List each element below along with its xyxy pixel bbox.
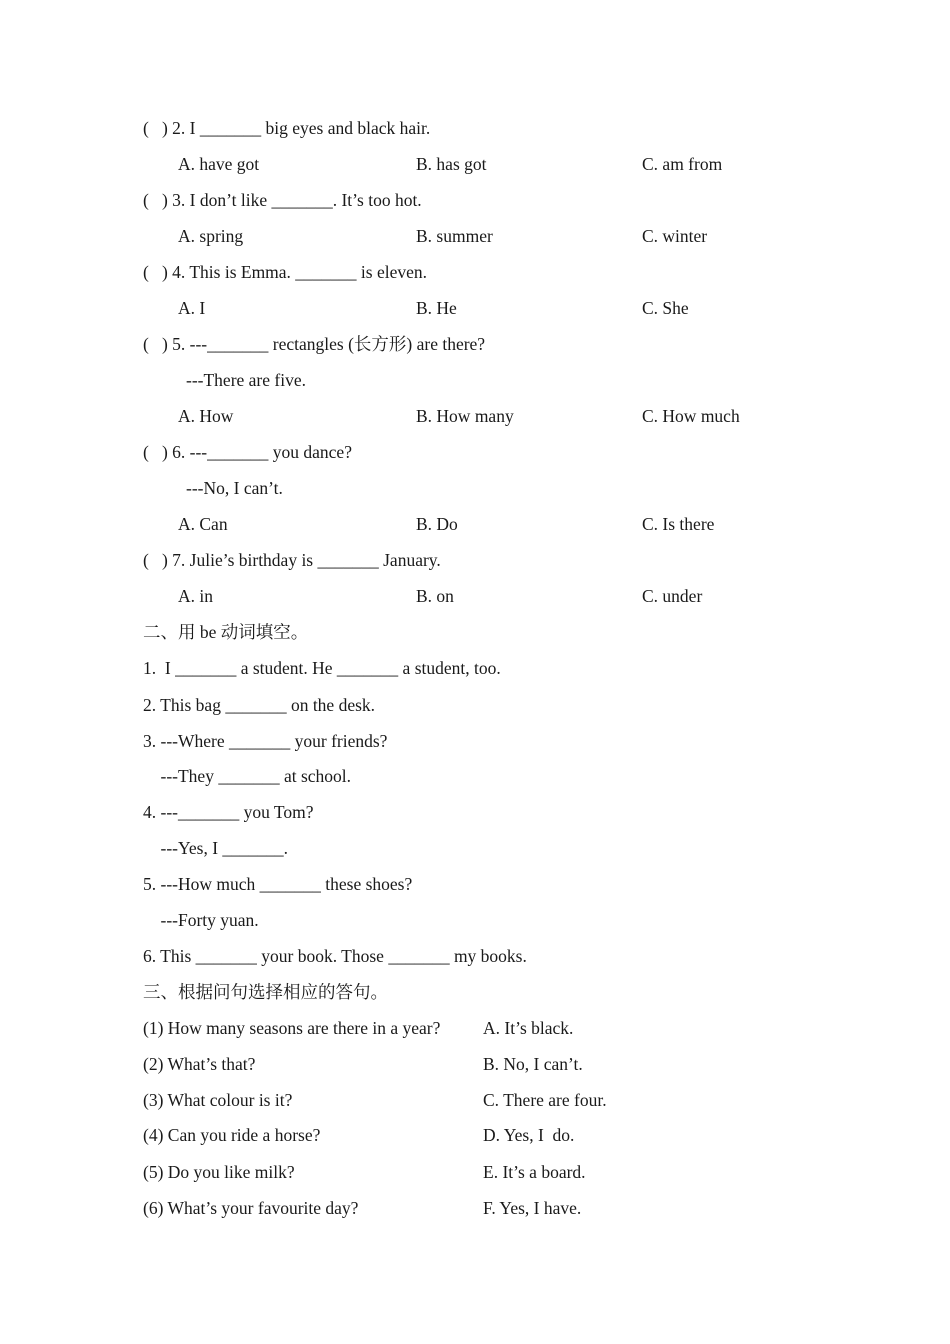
- fill-line: 5. ---How much _______ these shoes?: [143, 874, 413, 894]
- option-b: B. has got: [416, 154, 487, 174]
- match-answer: E. It’s a board.: [483, 1162, 586, 1182]
- fill-line: ---They _______ at school.: [143, 766, 352, 786]
- option-a: A. I: [178, 298, 206, 318]
- option-c: C. Is there: [642, 514, 715, 534]
- question-7: ( ) 7. Julie’s birthday is _______ January.: [143, 550, 441, 570]
- match-question: (5) Do you like milk?: [143, 1162, 295, 1182]
- match-question: (4) Can you ride a horse?: [143, 1125, 321, 1145]
- option-c: C. winter: [642, 226, 708, 246]
- match-answer: F. Yes, I have.: [483, 1198, 582, 1218]
- option-b: B. He: [416, 298, 457, 318]
- section-3-title: 三、根据问句选择相应的答句。: [143, 982, 388, 1002]
- option-b: B. on: [416, 586, 454, 606]
- fill-line: 1. I _______ a student. He _______ a student, too.: [143, 658, 501, 678]
- question-6: ( ) 6. ---_______ you dance?: [143, 442, 352, 462]
- match-answer: B. No, I can’t.: [483, 1054, 583, 1074]
- option-b: B. summer: [416, 226, 493, 246]
- match-answer: D. Yes, I do.: [483, 1125, 575, 1145]
- fill-line: 3. ---Where _______ your friends?: [143, 731, 388, 751]
- fill-line: 4. ---_______ you Tom?: [143, 802, 314, 822]
- question-3: ( ) 3. I don’t like _______. It’s too hot.: [143, 190, 422, 210]
- option-c: C. How much: [642, 406, 740, 426]
- option-c: C. under: [642, 586, 703, 606]
- match-answer: A. It’s black.: [483, 1018, 574, 1038]
- option-c: C. am from: [642, 154, 723, 174]
- fill-line: 2. This bag _______ on the desk.: [143, 695, 376, 715]
- match-question: (2) What’s that?: [143, 1054, 256, 1074]
- option-b: B. Do: [416, 514, 458, 534]
- question-2: ( ) 2. I _______ big eyes and black hair.: [143, 118, 431, 138]
- question-6-reply: ---No, I can’t.: [186, 478, 283, 498]
- match-question: (3) What colour is it?: [143, 1090, 293, 1110]
- option-c: C. She: [642, 298, 689, 318]
- option-a: A. spring: [178, 226, 244, 246]
- question-5: ( ) 5. ---_______ rectangles (长方形) are there?: [143, 334, 486, 354]
- option-a: A. How: [178, 406, 234, 426]
- option-a: A. have got: [178, 154, 260, 174]
- match-question: (6) What’s your favourite day?: [143, 1198, 359, 1218]
- option-a: A. in: [178, 586, 213, 606]
- section-2-title: 二、用 be 动词填空。: [143, 622, 309, 642]
- option-b: B. How many: [416, 406, 514, 426]
- question-4: ( ) 4. This is Emma. _______ is eleven.: [143, 262, 428, 282]
- fill-line: 6. This _______ your book. Those _______ my books.: [143, 946, 527, 966]
- fill-line: ---Yes, I _______.: [143, 838, 289, 858]
- question-5-reply: ---There are five.: [186, 370, 306, 390]
- match-answer: C. There are four.: [483, 1090, 607, 1110]
- option-a: A. Can: [178, 514, 228, 534]
- match-question: (1) How many seasons are there in a year?: [143, 1018, 441, 1038]
- fill-line: ---Forty yuan.: [143, 910, 259, 930]
